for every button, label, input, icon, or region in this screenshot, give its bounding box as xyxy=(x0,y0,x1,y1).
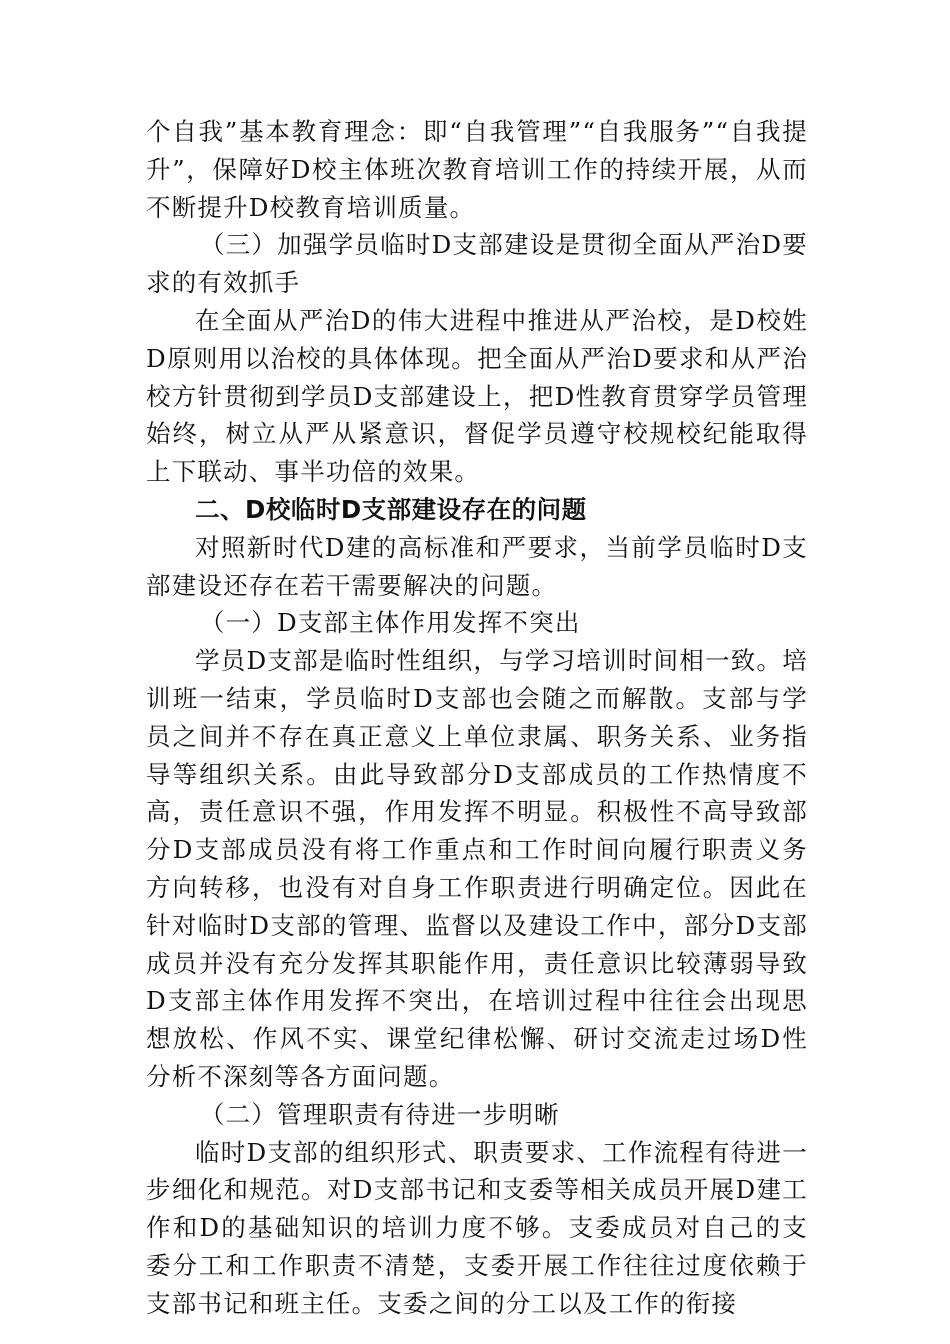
paragraph-continuation: 个自我”基本教育理念：即“自我管理”“自我服务”“自我提升”，保障好D校主体班次教育培训工作的持续开展，从而不断提升D校教育培训质量。 xyxy=(146,117,808,222)
document-page xyxy=(146,113,808,1323)
paragraph-branch-role: 学员D支部是临时性组织，与学习培训时间相一致。培训班一结束，学员临时D支部也会随之而解散。支部与学员之间并不存在真正意义上单位隶属、职务关系、业务指导等组织关系。由此导致部分D支部成员的工作热情度不高，责任意识不强，作用发挥不明显。积极性不高导致部分D支部成员没有将工作重点和工作时间向履行职责义务方向转移，也没有对自身工作职责进行明确定位。因此在针对临时D支部的管理、监督以及建设工作中，部分D支部成员并没有充分发挥其职能作用，责任意识比较薄弱导致D支部主体作用发挥不突出，在培训过程中往往会出现思想放松、作风不实、课堂纪律松懈、研讨交流走过场D性分析不深刻等各方面问题。 xyxy=(146,646,808,1091)
sub-heading-two: （二）管理职责有待进一步明晰 xyxy=(199,1099,560,1129)
section-heading-problems: 二、D校临时D支部建设存在的问题 xyxy=(195,494,587,524)
paragraph-management-duties: 临时D支部的组织形式、职责要求、工作流程有待进一步细化和规范。对D支部书记和支委等相关成员开展D建工作和D的基础知识的培训力度不够。支委成员对自己的支委分工和工作职责不清楚，支委开展工作往往过度依赖于支部书记和班主任。支委之间的分工以及工作的衔接 xyxy=(146,1137,808,1318)
paragraph-strict-governance: 在全面从严治D的伟大进程中推进从严治校，是D校姓D原则用以治校的具体体现。把全面从严治D要求和从严治校方针贯彻到学员D支部建设上，把D性教育贯穿学员管理始终，树立从严从紧意识，督促学员遵守校规校纪能取得上下联动、事半功倍的效果。 xyxy=(146,305,808,487)
sub-heading-three: （三）加强学员临时D支部建设是贯彻全面从严治D要求的有效抓手 xyxy=(146,230,808,298)
sub-heading-one: （一）D支部主体作用发挥不突出 xyxy=(199,608,581,638)
paragraph-problems-intro: 对照新时代D建的高标准和严要求，当前学员临时D支部建设还存在若干需要解决的问题。 xyxy=(146,532,808,600)
